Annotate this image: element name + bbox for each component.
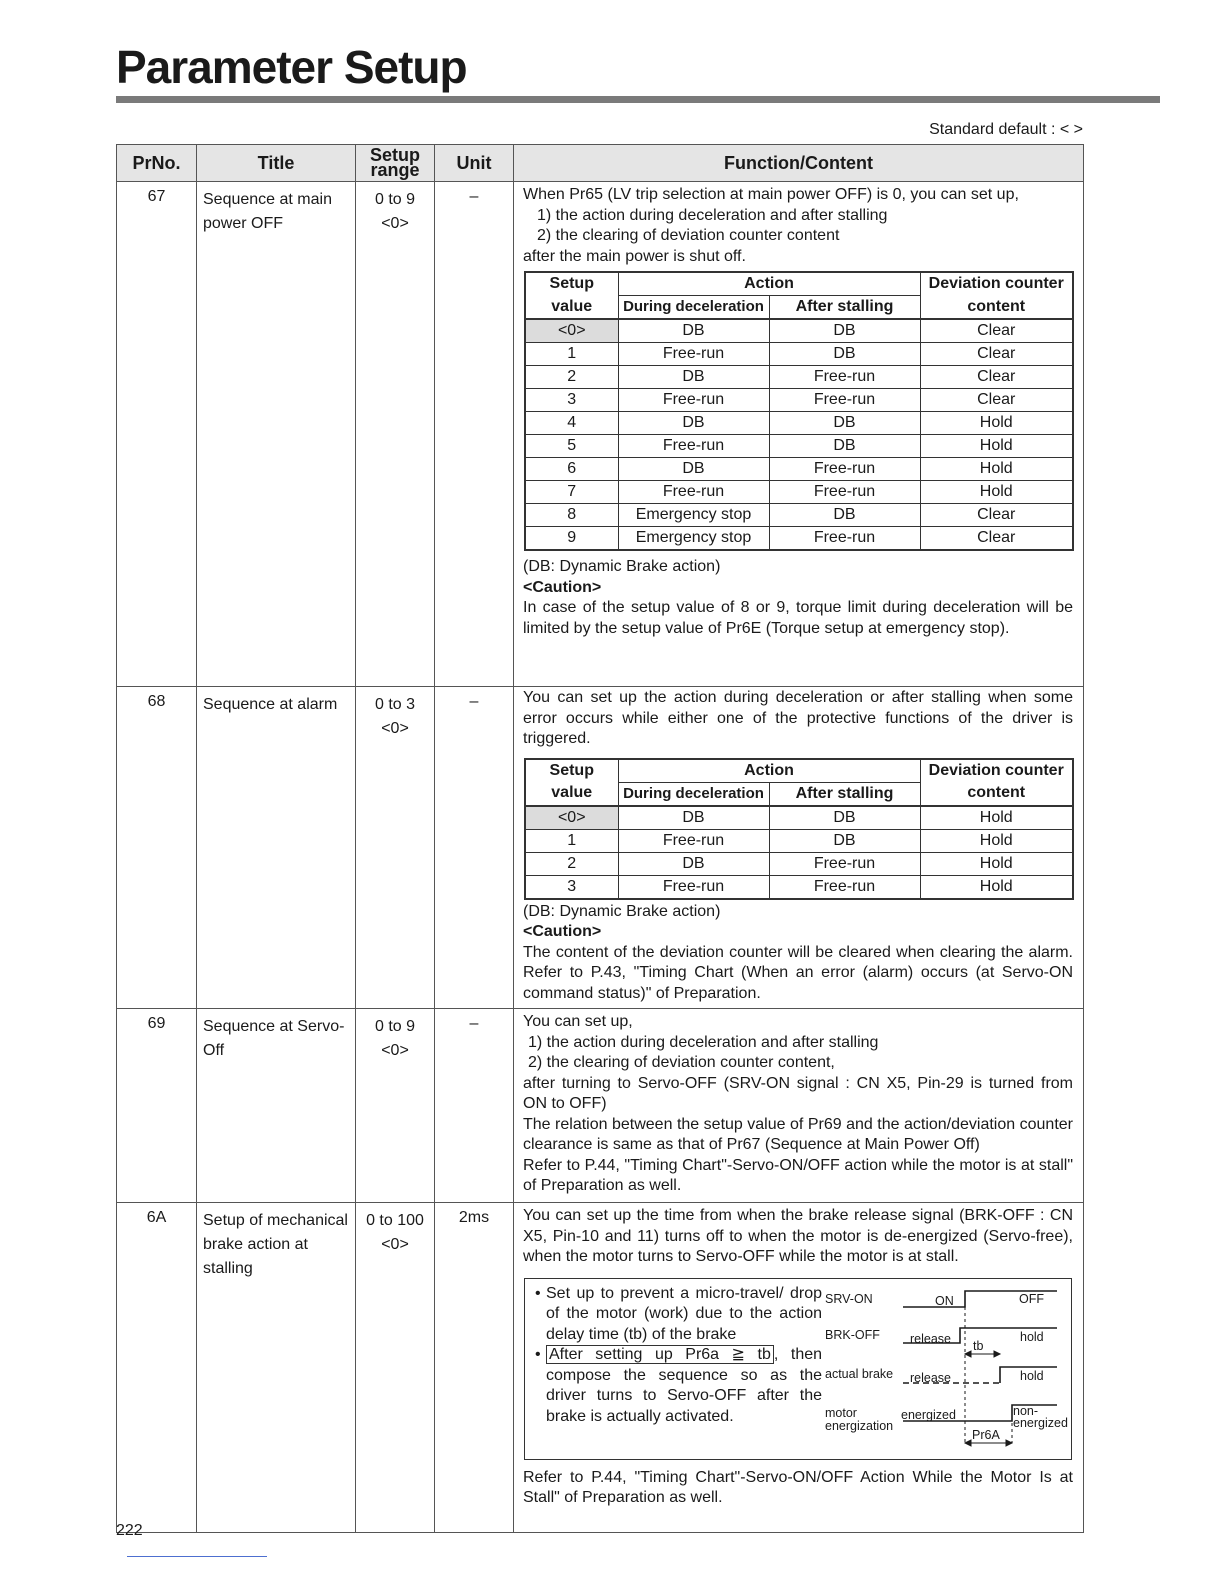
range-default: <0> [381,1236,409,1253]
table-row-pr67 [117,182,1084,687]
stalling-cell: DB [769,319,920,343]
non-energized-label: energized [1013,1415,1068,1430]
stalling-cell: Free-run [769,458,920,481]
action-table-head [525,296,1073,320]
diagram-notes [535,1284,822,1428]
deviation-cell: Clear [920,527,1073,551]
deceleration-cell: Free-run [618,875,769,899]
range-cell [356,1009,435,1203]
title-cell: Setup of mechanical brake action at stalling [197,1203,356,1533]
stalling-cell: Free-run [769,527,920,551]
stalling-cell: Free-run [769,481,920,504]
function-item: 1) the action during deceleration and after stalling [528,1033,879,1051]
action-table-row [525,806,1073,830]
head-during-deceleration: During deceleration [618,296,769,320]
action-table-row [525,366,1073,389]
deceleration-cell: Free-run [618,481,769,504]
function-text: The relation between the setup value of Pr69 and the action/deviation counter clearance is same as that of Pr67 (Sequence at Main Power Off) [523,1115,1073,1153]
setup-value-cell: <0> [525,806,618,830]
stalling-cell: Free-run [769,366,920,389]
non-label: non- [1013,1403,1039,1418]
hold-label: hold [1020,1329,1044,1344]
stalling-cell: Free-run [769,875,920,899]
deviation-cell: Hold [920,435,1073,458]
page-title: Parameter Setup [116,41,467,93]
function-item: 1) the action during deceleration and after stalling [537,206,888,224]
stalling-cell: Free-run [769,852,920,875]
action-table-head [525,782,1073,806]
hold-label: hold [1020,1368,1044,1383]
tb-label: tb [973,1338,984,1353]
deviation-cell: Hold [920,806,1073,830]
deviation-cell: Hold [920,412,1073,435]
header-function: Function/Content [514,145,1084,182]
header-unit: Unit [435,145,514,182]
deceleration-cell: DB [618,319,769,343]
caution-label: <Caution> [523,923,602,940]
head-setup: Setup [525,759,618,783]
prno-cell: 68 [117,687,197,1009]
header-title: Title [197,145,356,182]
setup-value-cell: 2 [525,852,618,875]
setup-value-cell: 1 [525,829,618,852]
timing-chart [825,1283,1069,1455]
range-default: <0> [381,215,409,232]
action-table-row [525,481,1073,504]
range-cell [356,1203,435,1533]
actual-brake-label: actual brake [825,1366,894,1381]
head-action: Action [618,759,920,783]
function-text: after turning to Servo-OFF (SRV-ON signal : CN X5, Pin-29 is turned from ON to OFF) [523,1074,1073,1112]
function-intro: You can set up, [523,1013,633,1030]
action-table-head [525,272,1073,296]
caution-text: The content of the deviation counter will be cleared when clearing the alarm. Refer to P.43, "Timing Chart (When an error (alarm) occurs (at Servo-ON command status)" of Preparation. [523,943,1073,1002]
release-label: release [910,1331,951,1346]
energization-label: energization [825,1418,894,1433]
action-table-row [525,458,1073,481]
header-prno: PrNo. [117,145,197,182]
head-setup: Setup [525,272,618,296]
motor-label: motor [825,1405,857,1420]
action-table-row [525,852,1073,875]
function-item: 2) the clearing of deviation counter content [537,227,840,244]
stalling-cell: DB [769,504,920,527]
standard-default-note: Standard default : < > [929,121,1083,138]
deceleration-cell: Emergency stop [618,527,769,551]
function-text: Refer to P.44, "Timing Chart"-Servo-ON/OFF Action While the Motor Is at Stall" of Preparation as well. [523,1468,1073,1506]
stalling-cell: DB [769,343,920,366]
setup-value-cell: 6 [525,458,618,481]
table-header-row [117,145,1084,182]
brk-off-label: BRK-OFF [825,1327,880,1342]
action-table-row [525,343,1073,366]
range-value: 0 to 3 [374,696,416,713]
release-label: release [910,1370,951,1385]
setup-value-cell: 5 [525,435,618,458]
function-intro: You can set up the time from when the brake release signal (BRK-OFF : CN X5, Pin-10 and 11) turns off to when the motor is de-energized (Servo-free), when the motor turns to Servo-OFF while the motor is at stall. [523,1207,1073,1265]
deviation-cell: Clear [920,343,1073,366]
setup-value-cell: 7 [525,481,618,504]
action-table-row [525,875,1073,899]
timing-diagram-box [524,1278,1072,1460]
bullet-text [535,1345,822,1427]
deviation-cell: Hold [920,481,1073,504]
function-cell [514,1203,1084,1533]
setup-value-cell: 4 [525,412,618,435]
setup-value-cell: 9 [525,527,618,551]
stalling-cell: DB [769,435,920,458]
pr6a-label: Pr6A [972,1427,1000,1442]
function-item: 2) the clearing of deviation counter content, [528,1054,835,1071]
title-cell: Sequence at Servo-Off [197,1009,356,1203]
on-label: ON [935,1293,954,1308]
setup-value-cell: 3 [525,389,618,412]
setup-value-cell: 8 [525,504,618,527]
action-table-row [525,389,1073,412]
deceleration-cell: DB [618,806,769,830]
deceleration-cell: Free-run [618,343,769,366]
deviation-cell: Clear [920,319,1073,343]
deviation-cell: Hold [920,852,1073,875]
stalling-cell: DB [769,829,920,852]
function-text: after the main power is shut off. [523,247,746,265]
action-table-row [525,527,1073,551]
action-table [524,271,1074,551]
function-cell [514,1009,1084,1203]
head-content: content [920,782,1073,806]
function-intro: You can set up the action during deceleration or after stalling when some error occurs while either one of the protective functions of the driver is triggered. [523,689,1073,747]
caution-text: In case of the setup value of 8 or 9, torque limit during deceleration will be limited by the setup value of Pr6E (Torque setup at emergency stop). [523,599,1073,637]
range-value: 0 to 9 [374,191,416,208]
table-row-pr6a [117,1203,1084,1533]
action-table-row [525,319,1073,343]
setup-value-cell: 1 [525,343,618,366]
db-note: (DB: Dynamic Brake action) [523,902,721,920]
energized-label: energized [901,1407,956,1422]
unit-cell: – [435,687,514,1009]
bullet-rest: then compose the sequence so as the driver turns to Servo-OFF after the brake is actually activated. [546,1346,823,1425]
head-value: value [525,296,618,320]
deceleration-cell: Emergency stop [618,504,769,527]
deceleration-cell: DB [618,852,769,875]
action-table-row [525,412,1073,435]
function-intro: When Pr65 (LV trip selection at main power OFF) is 0, you can set up, [523,186,1019,203]
range-cell [356,182,435,687]
deviation-cell: Clear [920,366,1073,389]
stalling-cell: Free-run [769,389,920,412]
head-content: content [920,296,1073,320]
title-cell: Sequence at alarm [197,687,356,1009]
range-default: <0> [381,1042,409,1059]
prno-cell: 67 [117,182,197,687]
deviation-cell: Hold [920,458,1073,481]
head-value: value [525,782,618,806]
head-during-deceleration: During deceleration [618,782,769,806]
setup-value-cell: <0> [525,319,618,343]
range-value: 0 to 9 [374,1018,416,1035]
deceleration-cell: Free-run [618,435,769,458]
bullet-comma: , [773,1346,779,1363]
footer-line [127,1556,267,1557]
setup-value-cell: 2 [525,366,618,389]
db-note: (DB: Dynamic Brake action) [523,558,721,575]
deviation-cell: Hold [920,829,1073,852]
function-text: Refer to P.44, "Timing Chart"-Servo-ON/OFF action while the motor is at stall" of Preparation as well. [523,1156,1073,1194]
deceleration-cell: Free-run [618,829,769,852]
deceleration-cell: DB [618,412,769,435]
page-number: 222 [116,1522,143,1539]
deceleration-cell: Free-run [618,389,769,412]
stalling-cell: DB [769,806,920,830]
action-table [524,758,1074,900]
off-label: OFF [1019,1291,1044,1306]
range-default: <0> [381,720,409,737]
deviation-cell: Hold [920,875,1073,899]
head-action: Action [618,272,920,296]
title-rule [116,96,1160,103]
action-table-row [525,829,1073,852]
caution-label: <Caution> [523,578,602,596]
parameter-table [116,144,1084,1533]
bullet-text: Set up to prevent a micro-travel/ drop of the motor (work) due to the action delay time (tb) of the brake [546,1284,822,1343]
head-deviation: Deviation counter [920,272,1073,296]
head-after-stalling: After stalling [769,782,920,806]
stalling-cell: DB [769,412,920,435]
deviation-cell: Clear [920,389,1073,412]
range-cell [356,687,435,1009]
function-cell [514,687,1084,1009]
deceleration-cell: DB [618,366,769,389]
boxed-condition: After setting up Pr6a ≧ tb [546,1345,774,1364]
deviation-cell: Clear [920,504,1073,527]
range-value: 0 to 100 [366,1212,424,1229]
unit-cell: 2ms [435,1203,514,1533]
title-cell: Sequence at main power OFF [197,182,356,687]
table-row-pr69 [117,1009,1084,1203]
header-setup-range: Setup range [356,145,435,182]
action-table-row [525,504,1073,527]
prno-cell: 6A [117,1203,197,1533]
action-table-head [525,759,1073,783]
table-row-pr68 [117,687,1084,1009]
srv-on-label: SRV-ON [825,1291,873,1306]
action-table-row [525,435,1073,458]
head-after-stalling: After stalling [769,296,920,320]
prno-cell: 69 [117,1009,197,1203]
bullet-icon: • [535,1284,541,1302]
head-deviation: Deviation counter [920,759,1073,783]
bullet-icon: • [535,1346,541,1363]
setup-value-cell: 3 [525,875,618,899]
unit-cell: – [435,182,514,687]
deceleration-cell: DB [618,458,769,481]
unit-cell: – [435,1009,514,1203]
function-cell [514,182,1084,687]
